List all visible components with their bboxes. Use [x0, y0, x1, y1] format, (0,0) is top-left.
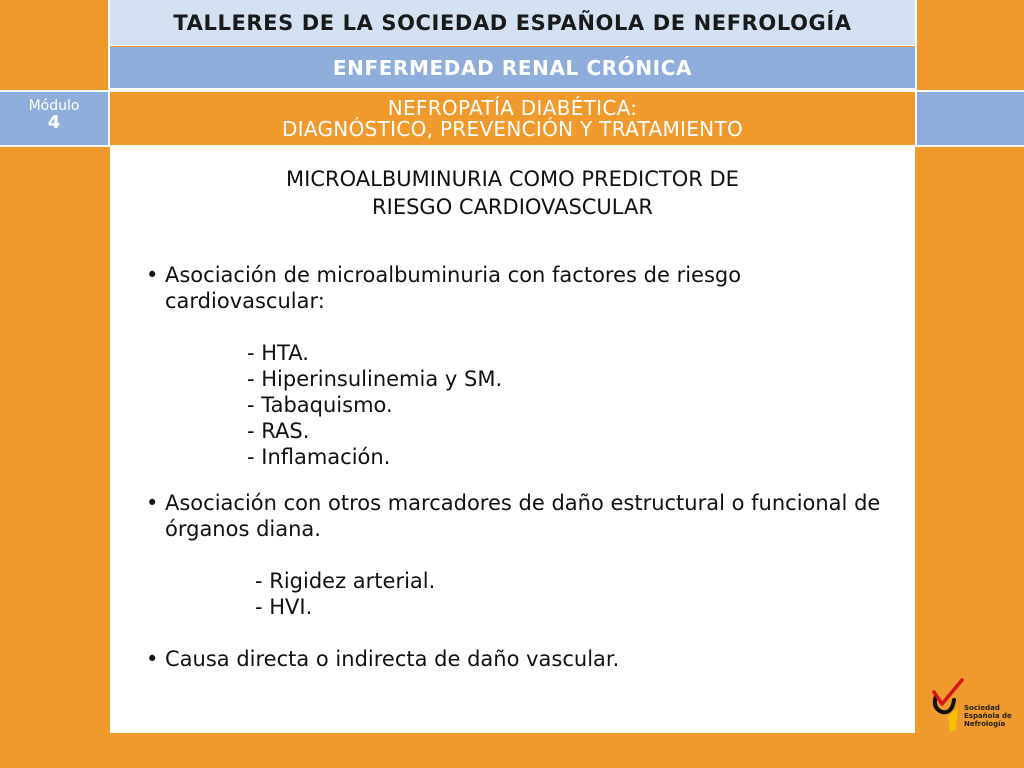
header-topic-line1: NEFROPATÍA DIABÉTICA: — [387, 95, 638, 120]
bullet-item-2 — [146, 490, 886, 542]
divider-top — [0, 90, 1024, 92]
sub-item: - Rigidez arterial. — [255, 569, 436, 593]
header-subtitle-bar — [110, 47, 915, 90]
sen-logo — [928, 678, 1014, 740]
bullet-icon: • — [146, 263, 159, 287]
module-number: 4 — [47, 112, 61, 133]
slide-content — [110, 147, 915, 733]
bullet-text-1: Asociación de microalbuminuria con factores de riesgo cardiovascular: — [165, 263, 742, 313]
logo-line1: Sociedad — [964, 704, 1000, 712]
bullet-icon: • — [146, 491, 159, 515]
header-title-bar — [110, 0, 915, 46]
bullet-text-3: Causa directa o indirecta de daño vascular. — [165, 647, 620, 671]
slide-title-line2: RIESGO CARDIOVASCULAR — [372, 195, 653, 219]
sen-logo-icon — [928, 678, 968, 734]
bullet-item-3 — [146, 646, 886, 672]
bullet-text-2: Asociación con otros marcadores de daño estructural o funcional de órganos diana. — [165, 491, 881, 541]
module-badge — [0, 92, 108, 145]
divider-left — [108, 0, 110, 145]
header-topic-bar — [110, 92, 915, 145]
sub-item: - Tabaquismo. — [247, 393, 393, 417]
header-topic-line2: DIAGNÓSTICO, PREVENCIÓN Y TRATAMIENTO — [281, 116, 744, 141]
bullet2-sublist — [255, 568, 435, 620]
sub-item: - Inflamación. — [247, 445, 391, 469]
slide-title-line1: MICROALBUMINURIA COMO PREDICTOR DE — [286, 167, 739, 191]
sen-logo-text — [964, 704, 1012, 728]
header-subtitle: ENFERMEDAD RENAL CRÓNICA — [332, 55, 693, 80]
slide-title — [110, 165, 915, 221]
bullet-item-1 — [146, 262, 806, 314]
bullet1-sublist — [247, 340, 502, 470]
right-header-block — [917, 92, 1024, 145]
logo-line2: Española de — [964, 712, 1012, 720]
sub-item: - Hiperinsulinemia y SM. — [247, 367, 503, 391]
header-title: TALLERES DE LA SOCIEDAD ESPAÑOLA DE NEFROLOGÍA — [173, 10, 852, 35]
divider-right — [915, 0, 917, 145]
logo-line3: Nefrología — [964, 720, 1006, 728]
sub-item: - RAS. — [247, 419, 310, 443]
bullet-icon: • — [146, 647, 159, 671]
sub-item: - HTA. — [247, 341, 309, 365]
module-label: Módulo — [28, 98, 80, 114]
sub-item: - HVI. — [255, 595, 313, 619]
